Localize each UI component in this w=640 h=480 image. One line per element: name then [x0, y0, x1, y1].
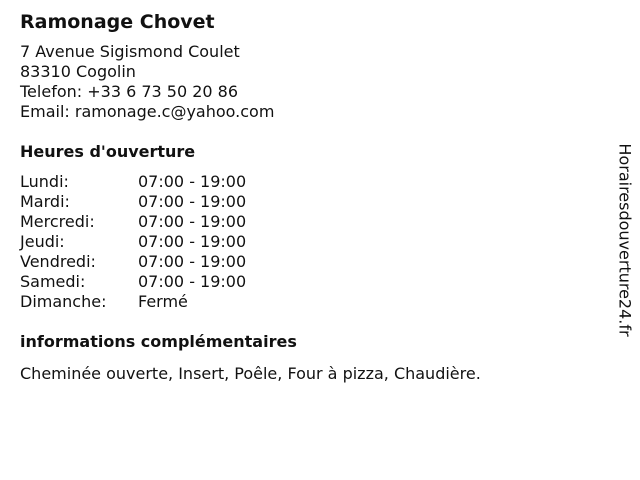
- opening-hours-list: [20, 172, 600, 312]
- hours-time: 07:00 - 19:00: [138, 212, 247, 231]
- address-street: 7 Avenue Sigismond Coulet: [20, 42, 240, 61]
- business-card: [20, 10, 600, 384]
- hours-time: Fermé: [138, 292, 188, 311]
- hours-row-tuesday: [20, 192, 600, 212]
- hours-day: Mardi:: [20, 192, 70, 211]
- hours-time: 07:00 - 19:00: [138, 172, 247, 191]
- hours-row-thursday: [20, 232, 600, 252]
- hours-day: Dimanche:: [20, 292, 107, 311]
- hours-time: 07:00 - 19:00: [138, 232, 247, 251]
- hours-row-friday: [20, 252, 600, 272]
- hours-time: 07:00 - 19:00: [138, 252, 247, 271]
- hours-day: Lundi:: [20, 172, 69, 191]
- business-name: Ramonage Chovet: [20, 11, 215, 33]
- address-city: 83310 Cogolin: [20, 62, 136, 81]
- opening-hours-title: Heures d'ouverture: [20, 142, 196, 161]
- hours-day: Vendredi:: [20, 252, 96, 271]
- hours-row-sunday: [20, 292, 600, 312]
- hours-time: 07:00 - 19:00: [138, 192, 247, 211]
- site-watermark: Horairesdouverture24.fr: [615, 143, 635, 337]
- hours-row-saturday: [20, 272, 600, 292]
- hours-time: 07:00 - 19:00: [138, 272, 247, 291]
- email-address: Email: ramonage.c@yahoo.com: [20, 102, 275, 121]
- hours-row-monday: [20, 172, 600, 192]
- hours-row-wednesday: [20, 212, 600, 232]
- hours-day: Mercredi:: [20, 212, 95, 231]
- additional-info-title: informations complémentaires: [20, 332, 297, 351]
- additional-info-text: Cheminée ouverte, Insert, Poêle, Four à pizza, Chaudière.: [20, 364, 481, 383]
- hours-day: Samedi:: [20, 272, 86, 291]
- phone-number: Telefon: +33 6 73 50 20 86: [20, 82, 239, 101]
- hours-day: Jeudi:: [20, 232, 65, 251]
